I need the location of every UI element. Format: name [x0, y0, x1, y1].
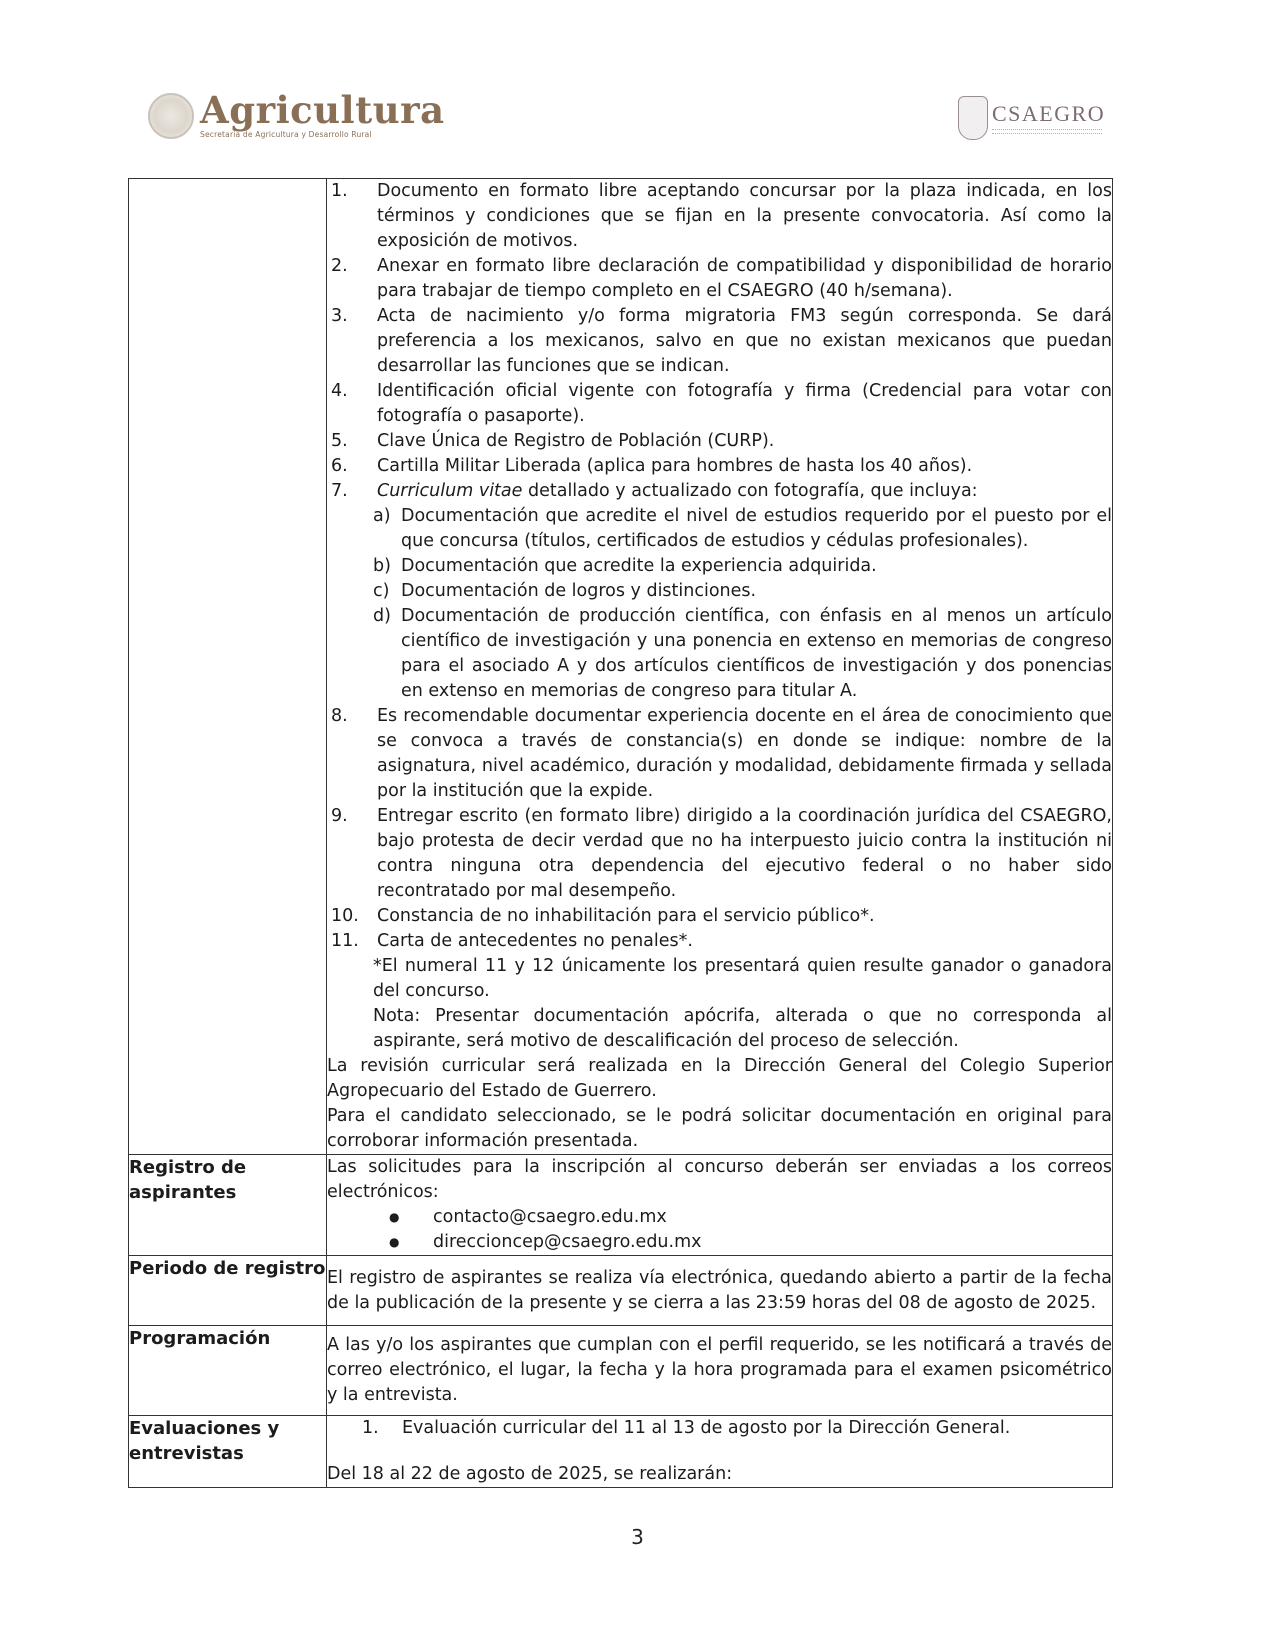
programacion-text: A las y/o los aspirantes que cumplan con el perfil requerido, se les notificará a través de correo electrónico, el lugar, la fecha y la hora programada para el examen psicométrico y la entrevista. — [327, 1335, 1112, 1405]
registro-row — [129, 1155, 1113, 1256]
registro-text: Las solicitudes para la inscripción al concurso deberán ser enviadas a los correos electrónicos: — [327, 1157, 1112, 1202]
original-documents-paragraph: Para el candidato seleccionado, se le podrá solicitar documentación en original para corroborar información presentada. — [327, 1106, 1112, 1151]
evaluaciones-label: Evaluaciones y entrevistas — [129, 1416, 327, 1488]
registro-content-cell — [327, 1155, 1113, 1256]
periodo-content-cell — [327, 1256, 1113, 1326]
list-item: 11. Carta de antecedentes no penales*. — [331, 931, 693, 951]
bullet-icon: ● — [389, 1210, 400, 1224]
agricultura-logo-title: Agricultura — [200, 88, 445, 132]
list-item: 4. Identificación oficial vigente con fotografía y firma (Credencial para votar con fotografía o pasaporte). — [331, 381, 1112, 426]
email-list-item — [389, 1230, 1112, 1255]
list-item: 6. Cartilla Militar Liberada (aplica para hombres de hasta los 40 años). — [331, 456, 973, 476]
email-link[interactable]: contacto@csaegro.edu.mx — [433, 1207, 667, 1227]
evaluaciones-content-cell — [327, 1416, 1113, 1488]
csaegro-logo-name: CSAEGRO — [992, 100, 1106, 126]
sub-list-item: c) Documentación de logros y distinciones. — [373, 581, 757, 601]
list-item: 3. Acta de nacimiento y/o forma migratoria FM3 según corresponda. Se dará preferencia a los mexicanos, salvo en que no existan mexicanos que puedan desarrollar las funciones que se indican. — [331, 306, 1112, 376]
requirements-content-cell — [327, 179, 1113, 1155]
list-item: 5. Clave Única de Registro de Población (CURP). — [331, 431, 775, 451]
registro-label: Registro de aspirantes — [129, 1155, 327, 1256]
page-number: 3 — [631, 1525, 644, 1549]
periodo-text: El registro de aspirantes se realiza vía electrónica, quedando abierto a partir de la fecha de la publicación de la presente y se cierra a las 23:59 horas del 08 de agosto de 2025. — [327, 1267, 1112, 1313]
agricultura-logo — [148, 88, 445, 139]
periodo-row — [129, 1256, 1113, 1326]
email-link[interactable]: direccioncep@csaegro.edu.mx — [433, 1232, 702, 1252]
programacion-label: Programación — [129, 1326, 327, 1416]
curriculum-vitae-italic: Curriculum vitae — [377, 481, 523, 501]
email-list-item — [389, 1205, 1112, 1230]
csaegro-shield-icon — [958, 96, 988, 140]
programacion-content-cell — [327, 1326, 1113, 1416]
evaluaciones-text: Del 18 al 22 de agosto de 2025, se realizarán: — [327, 1464, 733, 1484]
bullet-icon: ● — [389, 1235, 400, 1249]
list-item: 1. Evaluación curricular del 11 al 13 de agosto por la Dirección General. — [362, 1418, 1011, 1438]
sub-list-item: b) Documentación que acredite la experiencia adquirida. — [373, 556, 877, 576]
list-item: 8. Es recomendable documentar experiencia docente en el área de conocimiento que se convoca a través de constancia(s) en donde se indique: nombre de la asignatura, nivel académico, duración y modalidad, debidamente firmada y sellada por la institución que la expide. — [331, 706, 1112, 801]
requirements-list — [327, 179, 1112, 1054]
national-seal-icon — [148, 93, 194, 139]
agricultura-logo-subtitle: Secretaría de Agricultura y Desarrollo Rural — [200, 130, 372, 139]
sub-list-item: d) Documentación de producción científica, con énfasis en al menos un artículo científico de investigación y una ponencia en extenso en memorias de congreso para el asociado A y dos artículos científicos de investigación y dos ponencias en extenso en memorias de congreso para titular A. — [373, 606, 1112, 701]
list-item: 10. Constancia de no inhabilitación para el servicio público*. — [331, 906, 875, 926]
csaegro-logo — [958, 96, 1105, 140]
list-item: 7. Curriculum vitae detallado y actualizado con fotografía, que incluya: — [331, 481, 978, 501]
programacion-row — [129, 1326, 1113, 1416]
csaegro-logo-tagline — [992, 129, 1102, 134]
curricular-review-paragraph: La revisión curricular será realizada en la Dirección General del Colegio Superior Agropecuario del Estado de Guerrero. — [327, 1056, 1112, 1101]
convocatoria-table — [128, 178, 1113, 1488]
nota-text: Nota: Presentar documentación apócrifa, alterada o que no corresponda al aspirante, será motivo de descalificación del proceso de selección. — [373, 1006, 1112, 1051]
evaluaciones-row — [129, 1416, 1113, 1488]
footnote-text: *El numeral 11 y 12 únicamente los presentará quien resulte ganador o ganadora del concurso. — [373, 956, 1112, 1001]
periodo-label: Periodo de registro — [129, 1256, 327, 1326]
requirements-row — [129, 179, 1113, 1155]
list-item: 1. Documento en formato libre aceptando concursar por la plaza indicada, en los términos y condiciones que se fijan en la presente convocatoria. Así como la exposición de motivos. — [331, 181, 1112, 251]
list-item: 9. Entregar escrito (en formato libre) dirigido a la coordinación jurídica del CSAEGRO, bajo protesta de decir verdad que no ha interpuesto juicio contra la institución ni contra ninguna otra dependencia del ejecutivo federal o no haber sido recontratado por mal desempeño. — [331, 806, 1112, 901]
sub-list-item: a) Documentación que acredite el nivel de estudios requerido por el puesto por el que concursa (títulos, certificados de estudios y cédulas profesionales). — [373, 506, 1112, 551]
list-item: 2. Anexar en formato libre declaración de compatibilidad y disponibilidad de horario para trabajar de tiempo completo en el CSAEGRO (40 h/semana). — [331, 256, 1112, 301]
requirements-label-cell — [129, 179, 327, 1155]
